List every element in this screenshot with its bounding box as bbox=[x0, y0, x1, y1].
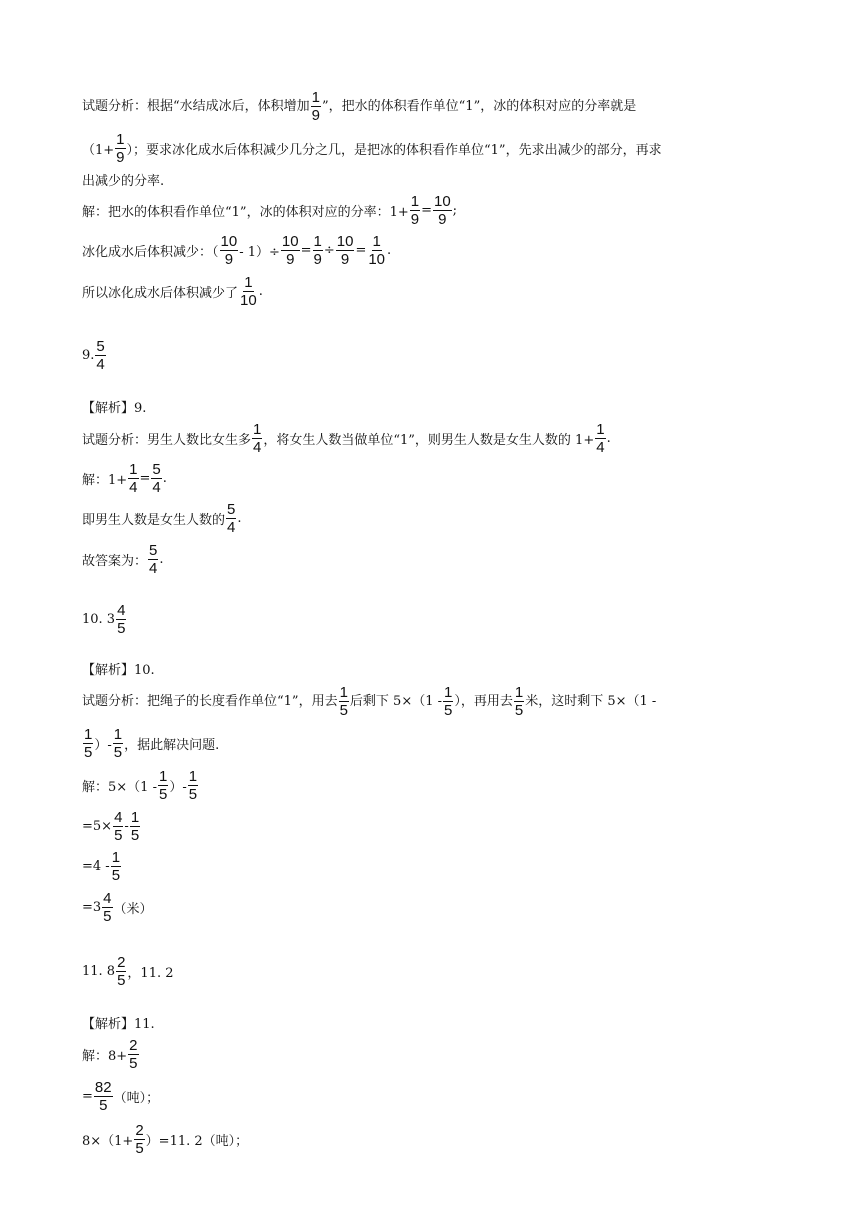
text: =4 - bbox=[82, 858, 110, 874]
fraction: $\frac{1}{5}$ bbox=[113, 725, 123, 761]
text: ; bbox=[452, 202, 458, 218]
fraction: $\frac{1}{5}$ bbox=[158, 767, 168, 803]
fraction: $\frac{2}{5}$ bbox=[135, 1121, 144, 1157]
text: . bbox=[258, 283, 263, 299]
fraction: $\frac{82}{5}$ bbox=[94, 1078, 112, 1114]
text: 所以冰化成水后体积减少了 bbox=[82, 285, 239, 301]
text: =5× bbox=[82, 818, 113, 834]
text: = bbox=[82, 1088, 93, 1104]
fraction: $\frac{10}{9}$ bbox=[336, 232, 354, 268]
text: （米） bbox=[113, 901, 153, 917]
fraction: $\frac{1}{10}$ bbox=[240, 273, 257, 309]
text: 解：5×（1 - bbox=[82, 779, 157, 795]
analysis-line bbox=[82, 128, 782, 168]
question-number: 9. bbox=[82, 347, 95, 363]
solution-line bbox=[82, 270, 782, 312]
text: ）- bbox=[94, 737, 112, 753]
fraction: $\frac{1}{5}$ bbox=[84, 725, 93, 761]
text: 米，这时剩下 5×（1 - bbox=[525, 693, 657, 709]
fraction: $\frac{10}{9}$ bbox=[433, 192, 451, 228]
fraction: $\frac{1}{5}$ bbox=[188, 767, 198, 803]
section-heading bbox=[82, 394, 782, 418]
analysis-line bbox=[82, 84, 782, 128]
fraction: $\frac{1}{9}$ bbox=[410, 192, 420, 228]
text: ”，把水的体积看作单位“1”，冰的体积对应的分率就是 bbox=[322, 98, 637, 114]
fraction: $\frac{4}{5}$ bbox=[114, 808, 123, 844]
fraction: $\frac{1}{5}$ bbox=[514, 683, 524, 719]
fraction: $\frac{5}{4}$ bbox=[227, 500, 236, 536]
fraction: $\frac{1}{9}$ bbox=[313, 232, 322, 268]
text: 冰化成水后体积减少：（ bbox=[82, 244, 219, 260]
text: 即男生人数是女生人数的 bbox=[82, 512, 226, 528]
fraction: $\frac{5}{4}$ bbox=[152, 460, 161, 496]
text: 后剩下 5×（1 - bbox=[349, 693, 443, 709]
question-number: 10. 3 bbox=[82, 611, 116, 627]
text: =3 bbox=[82, 899, 102, 915]
text: 解：1+ bbox=[82, 472, 128, 488]
solution-line bbox=[82, 1034, 782, 1074]
fraction: $\frac{1}{5}$ bbox=[444, 683, 453, 719]
section-heading bbox=[82, 1010, 782, 1034]
answer-line bbox=[82, 334, 782, 376]
text: 试题分析：男生人数比女生多 bbox=[82, 432, 252, 448]
analysis-line bbox=[82, 722, 782, 764]
solution-line bbox=[82, 230, 782, 270]
text: = bbox=[421, 202, 432, 218]
text: 故答案为： bbox=[82, 553, 148, 569]
fraction: $\frac{1}{9}$ bbox=[311, 88, 320, 124]
fraction: $\frac{4}{5}$ bbox=[117, 601, 126, 637]
text: 试题分析：根据“水结成冰后，体积增加 bbox=[82, 98, 310, 114]
solution-line bbox=[82, 458, 782, 498]
text: ，据此解决问题. bbox=[124, 737, 220, 753]
text: （吨）； bbox=[113, 1090, 160, 1106]
text: 解：8+ bbox=[82, 1048, 128, 1064]
solution-line bbox=[82, 538, 782, 580]
text: ÷ bbox=[323, 242, 335, 258]
text: = bbox=[139, 470, 151, 486]
text: 【解析】9. bbox=[82, 400, 147, 416]
solution-line bbox=[82, 886, 782, 928]
document-body bbox=[82, 84, 782, 1160]
text: . bbox=[159, 551, 164, 567]
fraction: $\frac{1}{5}$ bbox=[130, 808, 140, 844]
text: . bbox=[237, 510, 242, 526]
solution-line bbox=[82, 498, 782, 538]
text: ）=11. 2（吨）； bbox=[145, 1133, 249, 1149]
fraction: $\frac{10}{9}$ bbox=[281, 232, 299, 268]
answer-line bbox=[82, 950, 782, 992]
text: ），再用去 bbox=[454, 693, 513, 709]
fraction: $\frac{1}{9}$ bbox=[116, 130, 125, 166]
fraction: $\frac{1}{4}$ bbox=[129, 460, 138, 496]
solution-line bbox=[82, 1118, 782, 1160]
text: - 1）÷ bbox=[239, 244, 280, 260]
fraction: $\frac{1}{5}$ bbox=[339, 683, 348, 719]
fraction: $\frac{1}{10}$ bbox=[368, 232, 386, 268]
text: . bbox=[606, 430, 611, 446]
text: （1+ bbox=[82, 142, 115, 158]
fraction: $\frac{1}{4}$ bbox=[596, 420, 605, 456]
text: . bbox=[387, 242, 392, 258]
text: = bbox=[355, 242, 367, 258]
text: = bbox=[300, 242, 312, 258]
fraction: $\frac{2}{5}$ bbox=[117, 953, 126, 989]
solution-line bbox=[82, 806, 782, 846]
solution-line bbox=[82, 190, 782, 230]
text: ，将女生人数当做单位“1”，则男生人数是女生人数的 1+ bbox=[263, 432, 595, 448]
solution-line bbox=[82, 1074, 782, 1118]
fraction: $\frac{1}{5}$ bbox=[111, 848, 121, 884]
text: 试题分析：把绳子的长度看作单位“1”，用去 bbox=[82, 693, 338, 709]
question-number: 11. 8 bbox=[82, 963, 116, 979]
fraction: $\frac{5}{4}$ bbox=[96, 337, 105, 373]
text: ，11. 2 bbox=[127, 965, 174, 981]
fraction: $\frac{10}{9}$ bbox=[220, 232, 238, 268]
fraction: $\frac{5}{4}$ bbox=[149, 541, 158, 577]
analysis-line bbox=[82, 168, 782, 190]
text: 8×（1+ bbox=[82, 1133, 134, 1149]
text: 【解析】11. bbox=[82, 1016, 155, 1032]
answer-line bbox=[82, 598, 782, 640]
text: ）；要求冰化成水后体积减少几分之几，是把冰的体积看作单位“1”，先求出减少的部分，再求 bbox=[126, 142, 662, 158]
solution-line bbox=[82, 764, 782, 806]
text: 出减少的分率. bbox=[82, 173, 165, 189]
text: ）- bbox=[169, 779, 187, 795]
text: 解：把水的体积看作单位“1”，冰的体积对应的分率：1+ bbox=[82, 204, 409, 220]
analysis-line bbox=[82, 680, 782, 722]
section-heading bbox=[82, 656, 782, 680]
fraction: $\frac{1}{4}$ bbox=[253, 420, 262, 456]
text: - bbox=[124, 818, 129, 834]
analysis-line bbox=[82, 418, 782, 458]
fraction: $\frac{4}{5}$ bbox=[103, 889, 112, 925]
fraction: $\frac{2}{5}$ bbox=[129, 1036, 138, 1072]
solution-line bbox=[82, 846, 782, 886]
text: . bbox=[162, 470, 167, 486]
text: 【解析】10. bbox=[82, 662, 155, 678]
